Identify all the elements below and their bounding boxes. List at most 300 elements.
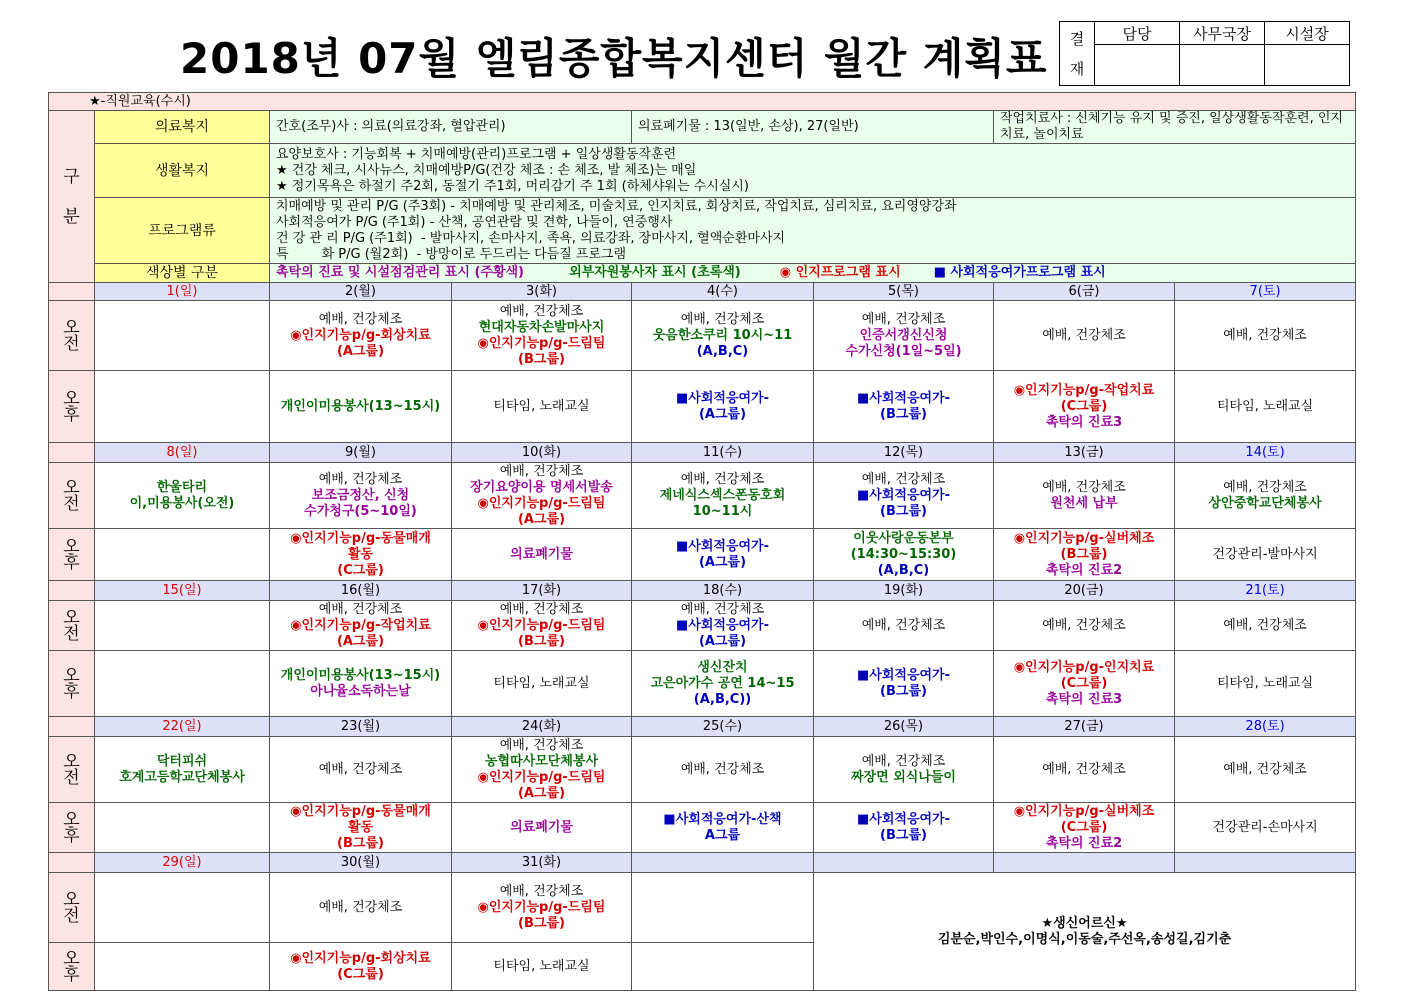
- period-label: [49, 529, 95, 581]
- approval-col-director: 사무국장: [1180, 22, 1265, 45]
- day-header: 7(토): [1175, 283, 1356, 301]
- schedule-line: ◉인지기능p/g-작업치료: [1013, 382, 1155, 398]
- day-row-spacer: [49, 581, 95, 601]
- day-header: 4(수): [632, 283, 814, 301]
- page-title: 2018년 07월 엘림종합복지센터 월간 계획표: [180, 34, 1048, 83]
- schedule-line: 티타임, 노래교실: [1216, 398, 1314, 414]
- day-header: 16(월): [270, 581, 452, 601]
- program-line: 건 강 관 리 P/G (주1회) - 발마사지, 손마사지, 족욕, 의료강좌, 장마사지, 혈액순환마사지: [276, 230, 786, 246]
- schedule-line: 예배, 건강체조: [499, 883, 584, 899]
- schedule-line: 짜장면 외식나들이: [851, 769, 956, 785]
- schedule-line: 촉탁의 진료2: [1045, 562, 1123, 578]
- schedule-line: 활동: [347, 819, 374, 835]
- schedule-line: (A그룹): [336, 343, 385, 359]
- schedule-line: 개인이미용봉사(13~15시): [280, 667, 441, 683]
- schedule-line: 예배, 건강체조: [861, 753, 946, 769]
- approval-sign-manager: [1095, 45, 1180, 86]
- schedule-line: 촉탁의 진료3: [1045, 414, 1123, 430]
- birthday-box: [814, 873, 1356, 991]
- medical-nurse: 간호(조무)사 : 의료(의료강좌, 혈압관리): [270, 111, 632, 144]
- approval-label-top: 결: [1069, 29, 1085, 48]
- schedule-line: 예배, 건강체조: [680, 761, 765, 777]
- schedule-line: 닥터피쉬: [156, 753, 208, 769]
- schedule-line: 예배, 건강체조: [318, 899, 403, 915]
- schedule-line: (C그룹): [1060, 398, 1108, 414]
- schedule-line: 장기요양이용 명세서발송: [470, 479, 613, 495]
- monthly-plan-table: [48, 92, 1356, 991]
- day-header: 8(일): [95, 443, 270, 463]
- schedule-line: ◉인지기능p/g-동물매개: [290, 530, 431, 546]
- schedule-line: (A,B,C): [696, 343, 749, 359]
- schedule-line: (B그룹): [1060, 546, 1108, 562]
- schedule-line: 예배, 건강체조: [1042, 479, 1126, 495]
- staff-education-note: ★-직원교육(수시): [49, 93, 1356, 111]
- afternoon-row: [49, 803, 1356, 853]
- schedule-line: 보조금정산, 신청: [311, 487, 410, 503]
- schedule-line: 예배, 건강체조: [1223, 327, 1307, 343]
- schedule-line: 의료폐기물: [510, 819, 573, 835]
- schedule-cell: [1175, 803, 1356, 853]
- schedule-cell: [95, 601, 270, 651]
- legend-cognitive: ◉ 인지프로그램 표시: [779, 265, 901, 280]
- morning-row: [49, 737, 1356, 803]
- morning-row: [49, 873, 1356, 943]
- approval-sign-director: [1180, 45, 1265, 86]
- schedule-line: 티타임, 노래교실: [493, 675, 590, 691]
- schedule-cell: [632, 873, 814, 943]
- schedule-line: ■사회적응여가-: [856, 390, 951, 406]
- schedule-cell: [95, 301, 270, 371]
- schedule-line: ■사회적응여가-: [675, 617, 770, 633]
- schedule-cell: [452, 529, 632, 581]
- schedule-line: 티타임, 노래교실: [493, 958, 590, 974]
- schedule-line: (B그룹): [518, 915, 565, 931]
- approval-col-head: 시설장: [1265, 22, 1350, 45]
- legend-green: 외부자원봉사자 표시 (초록색): [569, 265, 741, 280]
- schedule-line: 건강관리-손마사지: [1212, 819, 1318, 835]
- day-header: 28(토): [1175, 717, 1356, 737]
- schedule-cell: [452, 803, 632, 853]
- schedule-cell: [270, 529, 452, 581]
- day-header: 2(월): [270, 283, 452, 301]
- schedule-cell: [632, 943, 814, 991]
- day-header: [814, 853, 994, 873]
- period-label-char: 후: [63, 825, 80, 846]
- life-line: ★ 정기목욕은 하절기 주2회, 동절기 주1회, 머리감기 주 1회 (하체샤워는 수시실시): [276, 178, 749, 194]
- morning-row: [49, 301, 1356, 371]
- schedule-line: ◉인지기능p/g-동물매개: [290, 803, 431, 819]
- schedule-line: ◉인지기능p/g-인지치료: [1013, 659, 1155, 675]
- schedule-line: 활동: [347, 546, 374, 562]
- schedule-line: 예배, 건강체조: [861, 311, 946, 327]
- schedule-line: (C그룹): [1060, 819, 1108, 835]
- schedule-line: (A,B,C)): [693, 691, 752, 707]
- schedule-line: 생신잔치: [697, 659, 748, 675]
- schedule-cell: [452, 737, 632, 803]
- week-day-row: [49, 581, 1356, 601]
- schedule-cell: [994, 301, 1175, 371]
- color-legend: [270, 264, 1356, 283]
- color-legend-label: 색상별 구분: [95, 264, 270, 283]
- program-line: 사회적응여가 P/G (주1회) - 산책, 공연관람 및 견학, 나들이, 연중행사: [276, 214, 673, 230]
- schedule-line: 제네식스섹스폰동호회: [659, 487, 786, 503]
- schedule-cell: [1175, 301, 1356, 371]
- day-header: 27(금): [994, 717, 1175, 737]
- schedule-line: ■사회적응여가-: [856, 811, 951, 827]
- schedule-cell: [814, 737, 994, 803]
- schedule-line: (B그룹): [880, 683, 927, 699]
- schedule-cell: [814, 601, 994, 651]
- schedule-line: 촉탁의 진료3: [1045, 691, 1123, 707]
- day-header: 21(토): [1175, 581, 1356, 601]
- schedule-cell: [1175, 463, 1356, 529]
- legend-social: ■ 사회적응여가프로그램 표시: [933, 265, 1106, 280]
- morning-row: [49, 601, 1356, 651]
- schedule-line: ◉인지기능p/g-실버체조: [1013, 803, 1155, 819]
- schedule-line: 예배, 건강체조: [1042, 761, 1126, 777]
- schedule-line: 상안중학교단체봉사: [1208, 495, 1322, 511]
- schedule-cell: [994, 529, 1175, 581]
- period-label: [49, 803, 95, 853]
- day-header: 25(수): [632, 717, 814, 737]
- schedule-cell: [270, 737, 452, 803]
- schedule-cell: [452, 651, 632, 717]
- birthday-title: ★생신어르신★: [1041, 915, 1128, 931]
- schedule-cell: [452, 463, 632, 529]
- schedule-line: 예배, 건강체조: [318, 311, 403, 327]
- schedule-line: (A그룹): [698, 406, 747, 422]
- period-label: [49, 737, 95, 803]
- schedule-cell: [814, 651, 994, 717]
- schedule-cell: [95, 873, 270, 943]
- schedule-line: 예배, 건강체조: [861, 471, 946, 487]
- calendar-body: [49, 283, 1356, 991]
- schedule-line: 농협따사모단체봉사: [484, 753, 599, 769]
- day-header: 24(화): [452, 717, 632, 737]
- schedule-cell: [1175, 529, 1356, 581]
- schedule-line: (A그룹): [517, 785, 566, 801]
- day-header: 3(화): [452, 283, 632, 301]
- period-label: [49, 943, 95, 991]
- schedule-line: 촉탁의 진료2: [1045, 835, 1123, 851]
- schedule-cell: [95, 737, 270, 803]
- schedule-line: 의료폐기물: [510, 546, 573, 562]
- schedule-line: ■사회적응여가-산책: [663, 811, 782, 827]
- schedule-cell: [814, 463, 994, 529]
- day-header: 29(일): [95, 853, 270, 873]
- schedule-line: 예배, 건강체조: [318, 601, 403, 617]
- schedule-cell: [814, 301, 994, 371]
- category-label-bottom: 분: [63, 206, 80, 227]
- schedule-line: ■사회적응여가-: [856, 667, 951, 683]
- period-label-char: 전: [63, 493, 80, 514]
- schedule-line: 예배, 건강체조: [861, 617, 946, 633]
- category-label: [49, 111, 95, 283]
- schedule-line: ◉인지기능p/g-드림팀: [477, 335, 606, 351]
- schedule-cell: [994, 463, 1175, 529]
- schedule-cell: [270, 463, 452, 529]
- schedule-line: ◉인지기능p/g-드림팀: [477, 495, 606, 511]
- schedule-line: 예배, 건강체조: [318, 761, 403, 777]
- day-row-spacer: [49, 283, 95, 301]
- period-label-char: 오: [63, 388, 80, 409]
- schedule-cell: [632, 529, 814, 581]
- schedule-line: 원천세 납부: [1050, 495, 1118, 511]
- medical-therapist: 작업치료사 : 신체기능 유지 및 증진, 일상생활동작훈련, 인지치료, 놀이치료: [994, 111, 1356, 144]
- schedule-cell: [270, 301, 452, 371]
- schedule-line: 아나율소독하는날: [310, 683, 411, 699]
- medical-label: 의료복지: [95, 111, 270, 144]
- schedule-cell: [95, 529, 270, 581]
- period-label-char: 오: [63, 536, 80, 557]
- period-label-char: 전: [63, 623, 80, 644]
- period-label-char: 전: [63, 767, 80, 788]
- schedule-line: (B그룹): [880, 503, 927, 519]
- schedule-line: 웃음한소쿠리 10시~11: [652, 327, 793, 343]
- schedule-line: 한울타리: [156, 479, 208, 495]
- schedule-line: ◉인지기능p/g-드림팀: [477, 769, 606, 785]
- period-label: [49, 301, 95, 371]
- schedule-line: 10~11시: [692, 503, 753, 519]
- schedule-line: (14:30~15:30): [850, 546, 957, 562]
- day-header: [632, 853, 814, 873]
- schedule-line: ◉인지기능p/g-실버체조: [1013, 530, 1155, 546]
- period-label-char: 오: [63, 809, 80, 830]
- schedule-cell: [632, 301, 814, 371]
- life-line: ★ 건강 체크, 시사뉴스, 치매예방P/G(건강 체조 : 손 체조, 발 체조)는 매일: [276, 162, 697, 178]
- week-day-row: [49, 283, 1356, 301]
- period-label-char: 오: [63, 317, 80, 338]
- schedule-line: 호계고등학교단체봉사: [119, 769, 245, 785]
- schedule-line: 인증서갱신신청: [859, 327, 948, 343]
- schedule-line: ■사회적응여가-: [675, 538, 770, 554]
- afternoon-row: [49, 371, 1356, 443]
- schedule-cell: [95, 803, 270, 853]
- program-label: 프로그램류: [95, 198, 270, 264]
- approval-col-manager: 담당: [1095, 22, 1180, 45]
- schedule-line: ◉인지기능p/g-작업치료: [290, 617, 431, 633]
- schedule-line: 예배, 건강체조: [1223, 617, 1307, 633]
- day-header: 5(목): [814, 283, 994, 301]
- schedule-cell: [270, 371, 452, 443]
- schedule-line: 예배, 건강체조: [499, 463, 584, 479]
- day-header: [1175, 853, 1356, 873]
- birthday-names: 김분순,박인수,이명식,이동술,주선옥,송성길,김기춘: [937, 931, 1232, 947]
- schedule-line: 현대자동차손발마사지: [478, 319, 605, 335]
- schedule-cell: [452, 371, 632, 443]
- schedule-line: 예배, 건강체조: [1042, 617, 1126, 633]
- schedule-cell: [994, 651, 1175, 717]
- period-label-char: 오: [63, 751, 80, 772]
- day-row-spacer: [49, 853, 95, 873]
- schedule-line: (B그룹): [880, 406, 927, 422]
- day-row-spacer: [49, 717, 95, 737]
- schedule-line: (A그룹): [517, 511, 566, 527]
- schedule-cell: [270, 601, 452, 651]
- schedule-cell: [632, 463, 814, 529]
- period-label: [49, 463, 95, 529]
- schedule-line: 예배, 건강체조: [1042, 327, 1126, 343]
- schedule-cell: [95, 463, 270, 529]
- approval-label-bottom: 재: [1069, 59, 1085, 78]
- period-label-char: 오: [63, 607, 80, 628]
- schedule-cell: [994, 601, 1175, 651]
- schedule-line: 예배, 건강체조: [499, 303, 584, 319]
- schedule-cell: [632, 601, 814, 651]
- schedule-line: (A그룹): [698, 633, 747, 649]
- life-label: 생활복지: [95, 144, 270, 198]
- schedule-line: ◉인지기능p/g-드림팀: [477, 617, 606, 633]
- day-header: 26(목): [814, 717, 994, 737]
- period-label-char: 오: [63, 889, 80, 910]
- schedule-line: A그룹: [704, 827, 741, 843]
- schedule-line: 티타임, 노래교실: [493, 398, 590, 414]
- schedule-line: 티타임, 노래교실: [1216, 675, 1314, 691]
- period-label-char: 오: [63, 665, 80, 686]
- period-label-char: 후: [63, 681, 80, 702]
- schedule-cell: [270, 943, 452, 991]
- approval-box: [1059, 21, 1350, 86]
- period-label-char: 후: [63, 964, 80, 985]
- schedule-line: 예배, 건강체조: [499, 601, 584, 617]
- day-header: 6(금): [994, 283, 1175, 301]
- schedule-line: ◉인지기능p/g-회상치료: [290, 950, 431, 966]
- schedule-line: 예배, 건강체조: [1223, 479, 1307, 495]
- program-content: [270, 198, 1356, 264]
- schedule-line: 예배, 건강체조: [680, 601, 765, 617]
- schedule-line: (C그룹): [337, 562, 384, 578]
- program-line: 치매예방 및 관리 P/G (주3회) - 치매예방 및 관리체조, 미술치료, 인지치료, 회상치료, 작업치료, 심리치료, 요리영양강좌: [276, 198, 957, 214]
- schedule-line: ◉인지기능p/g-드림팀: [477, 899, 606, 915]
- day-row-spacer: [49, 443, 95, 463]
- schedule-cell: [814, 529, 994, 581]
- day-header: 20(금): [994, 581, 1175, 601]
- schedule-cell: [270, 803, 452, 853]
- schedule-cell: [270, 651, 452, 717]
- schedule-line: 수가청구(5~10일): [304, 503, 417, 519]
- category-label-top: 구: [63, 166, 80, 187]
- period-label-char: 오: [63, 948, 80, 969]
- day-header: 14(토): [1175, 443, 1356, 463]
- period-label: [49, 371, 95, 443]
- day-header: 17(화): [452, 581, 632, 601]
- week-day-row: [49, 717, 1356, 737]
- period-label-char: 전: [63, 905, 80, 926]
- schedule-line: 건강관리-발마사지: [1212, 546, 1318, 562]
- schedule-line: 예배, 건강체조: [1223, 761, 1307, 777]
- schedule-line: (A,B,C): [877, 562, 930, 578]
- schedule-cell: [1175, 371, 1356, 443]
- schedule-line: (A그룹): [336, 633, 385, 649]
- schedule-cell: [1175, 737, 1356, 803]
- schedule-cell: [270, 873, 452, 943]
- schedule-line: 고은아가수 공연 14~15: [650, 675, 795, 691]
- program-line: 특 화 P/G (월2회) - 방망이로 두드리는 다듬질 프로그램: [276, 246, 627, 262]
- day-header: 13(금): [994, 443, 1175, 463]
- schedule-line: 이웃사랑운동본부: [853, 530, 954, 546]
- period-label: [49, 601, 95, 651]
- schedule-line: (C그룹): [1060, 675, 1108, 691]
- schedule-line: ◉인지기능p/g-회상치료: [290, 327, 431, 343]
- morning-row: [49, 463, 1356, 529]
- schedule-line: 개인이미용봉사(13~15시): [280, 398, 441, 414]
- period-label-char: 후: [63, 552, 80, 573]
- week-day-row: [49, 443, 1356, 463]
- period-label: [49, 651, 95, 717]
- day-header: 11(수): [632, 443, 814, 463]
- day-header: 19(화): [814, 581, 994, 601]
- schedule-cell: [452, 943, 632, 991]
- schedule-line: (A그룹): [698, 554, 747, 570]
- schedule-cell: [95, 943, 270, 991]
- day-header: 23(월): [270, 717, 452, 737]
- day-header: 9(월): [270, 443, 452, 463]
- schedule-cell: [994, 371, 1175, 443]
- approval-sign-head: [1265, 45, 1350, 86]
- period-label-char: 오: [63, 477, 80, 498]
- schedule-line: ■사회적응여가-: [675, 390, 770, 406]
- period-label: [49, 873, 95, 943]
- medical-waste: 의료폐기물 : 13(일반, 손상), 27(일반): [632, 111, 994, 144]
- schedule-line: 예배, 건강체조: [499, 737, 584, 753]
- life-line: 요양보호사 : 기능회복 + 치매예방(관리)프로그램 + 일상생활동작훈련: [276, 146, 677, 162]
- schedule-line: (B그룹): [518, 633, 565, 649]
- day-header: 31(화): [452, 853, 632, 873]
- period-label-char: 후: [63, 404, 80, 425]
- schedule-cell: [632, 651, 814, 717]
- day-header: 12(목): [814, 443, 994, 463]
- period-label-char: 전: [63, 333, 80, 354]
- schedule-cell: [452, 601, 632, 651]
- schedule-cell: [95, 651, 270, 717]
- schedule-cell: [994, 803, 1175, 853]
- schedule-cell: [452, 301, 632, 371]
- schedule-cell: [1175, 651, 1356, 717]
- day-header: 22(일): [95, 717, 270, 737]
- schedule-line: 수가신청(1일~5일): [845, 343, 962, 359]
- schedule-line: (B그룹): [880, 827, 927, 843]
- schedule-cell: [814, 371, 994, 443]
- schedule-line: ■사회적응여가-: [856, 487, 951, 503]
- schedule-line: 예배, 건강체조: [680, 471, 765, 487]
- schedule-line: (B그룹): [337, 835, 384, 851]
- schedule-line: 예배, 건강체조: [680, 311, 765, 327]
- schedule-cell: [632, 737, 814, 803]
- day-header: 18(수): [632, 581, 814, 601]
- schedule-cell: [452, 873, 632, 943]
- schedule-line: 이,미용봉사(오전): [129, 495, 235, 511]
- day-header: 10(화): [452, 443, 632, 463]
- schedule-line: (B그룹): [518, 351, 565, 367]
- day-header: 15(일): [95, 581, 270, 601]
- schedule-line: 예배, 건강체조: [318, 471, 403, 487]
- schedule-cell: [632, 371, 814, 443]
- legend-orange: 촉탁의 진료 및 시설점검관리 표시 (주황색): [276, 265, 524, 280]
- day-header: [994, 853, 1175, 873]
- schedule-cell: [814, 803, 994, 853]
- schedule-cell: [95, 371, 270, 443]
- day-header: 30(월): [270, 853, 452, 873]
- approval-label: [1060, 22, 1095, 86]
- schedule-cell: [632, 803, 814, 853]
- schedule-cell: [994, 737, 1175, 803]
- week-day-row: [49, 853, 1356, 873]
- schedule-line: (C그룹): [337, 966, 384, 982]
- afternoon-row: [49, 651, 1356, 717]
- day-header: 1(일): [95, 283, 270, 301]
- schedule-cell: [1175, 601, 1356, 651]
- life-content: [270, 144, 1356, 198]
